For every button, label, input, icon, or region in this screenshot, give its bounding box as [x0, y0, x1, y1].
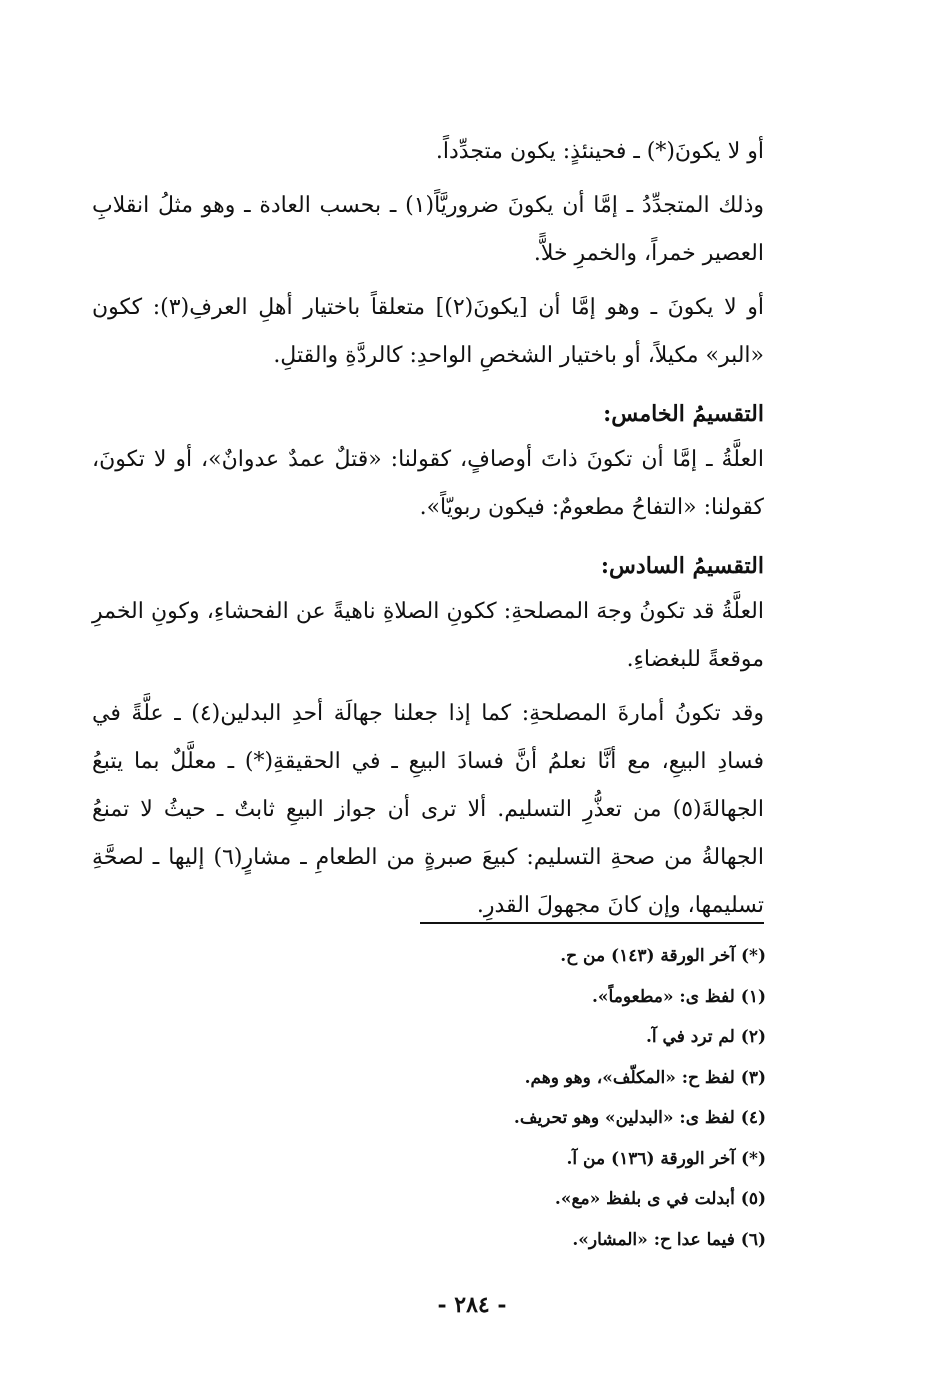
section-heading-fifth-division: التقسيمُ الخامس:: [603, 401, 764, 427]
paragraph-3: أو لا يكونَ ـ وهو إمَّا أن [يكونَ(٢)] متعلقاً باختيار أهلِ العرفِ(٣): ككون «البر» مكيلاً، أو باختيار الشخصِ الواحدِ: كالردَّةِ والقتلِ.: [92, 295, 764, 368]
paragraph-sixth-division-b: وقد تكونُ أمارةَ المصلحةِ: كما إذا جعلنا جهالَة أحدِ البدلين(٤) ـ علَّةً في فسادِ البيعِ، مع أنَّا نعلمُ أنَّ فسادَ البيعِ ـ في الحقيقةِ(*) ـ معلَّلٌ بما يتبعُ الجهالةَ(٥) من تعذُّرِ التسليم. ألا ترى أن جواز البيعِ ثابتٌ ـ حيثُ لا تمنعُ الجهالةُ من صحةِ التسليم: كبيعَ صبرةٍ من الطعامِ ـ مشارٍ(٦) إليها ـ لصحَّةِ تسليمها، وإن كانَ مجهولَ القدرِ.: [92, 701, 764, 918]
footnotes: [300, 936, 766, 1260]
paragraph-fifth-division: العلَّةُ ـ إمَّا أن تكونَ ذاتَ أوصافٍ، كقولنا: «قتلٌ عمدٌ عدوانٌ»، أو لا تكونَ، كقولنا: «التفاحُ مطعومٌ: فيكون ربويّاً».: [92, 447, 764, 520]
paragraph-1: أو لا يكونَ(*) ـ فحينئذٍ: يكون متجدِّداً.: [435, 139, 764, 164]
paragraph-sixth-division-a: العلَّةُ قد تكونُ وجهَ المصلحةِ: ككونِ الصلاةِ ناهيةً عن الفحشاءِ، وكونِ الخمرِ موقعةً للبغضاءِ.: [92, 599, 764, 672]
footnote-item: (*) آخر الورقة (١٣٦) من آ.: [566, 1148, 766, 1169]
footnote-divider: [420, 922, 764, 924]
footnote-item: (٤) لفظ ى: «البدلين» وهو تحريف.: [513, 1108, 766, 1128]
footnote-item: (٣) لفظ ح: «المكلّف»، وهو وهم.: [524, 1067, 766, 1088]
footnote-item: (٦) فيما عدا ح: «المشار».: [572, 1229, 766, 1250]
footnote-item: (١) لفظ ى: «مطعوماً».: [592, 986, 766, 1007]
paragraph-2: وذلك المتجدِّدُ ـ إمَّا أن يكونَ ضروريَّاً(١) ـ بحسب العادة ـ وهو مثلُ انقلابِ العصير خمراً، والخمرِ خلاًّ.: [92, 193, 764, 266]
page-number: - ٢٨٤ -: [437, 1292, 507, 1318]
footnote-item: (٢) لم ترد في آ.: [645, 1027, 766, 1047]
main-text: [92, 128, 764, 936]
footnote-item: (٥) أبدلت في ى بلفظ «مع».: [554, 1189, 766, 1209]
section-heading-sixth-division: التقسيمُ السادس:: [600, 553, 764, 579]
footnote-item: (*) آخر الورقة (١٤٣) من ح.: [560, 946, 766, 966]
